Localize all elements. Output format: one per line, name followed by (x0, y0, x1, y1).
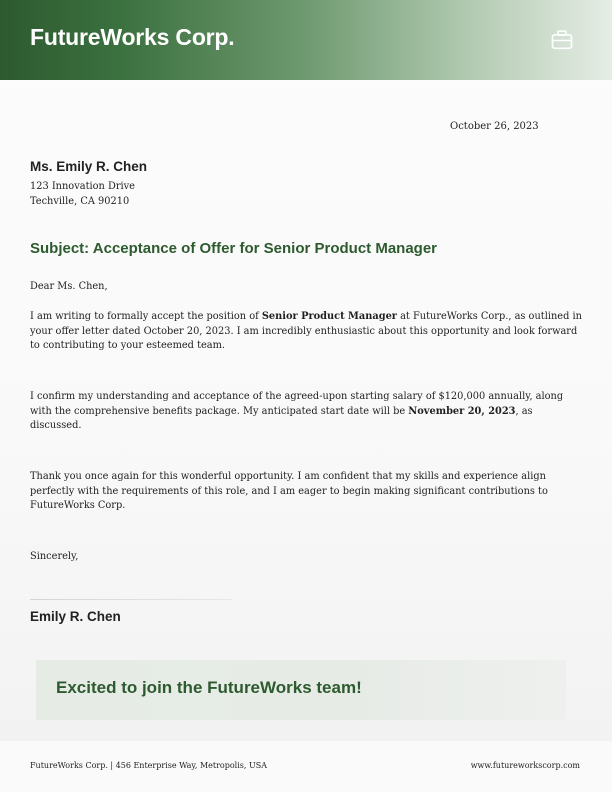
briefcase-icon (551, 30, 573, 50)
banner-text: Excited to join the FutureWorks team! (56, 678, 362, 697)
recipient-name: Ms. Emily R. Chen (30, 159, 148, 174)
position-title: Senior Product Manager (261, 311, 397, 322)
company-name: FutureWorks Corp. (30, 24, 235, 50)
footer-website: www.futureworkscorp.com (470, 761, 580, 770)
recipient-address-line1: 123 Innovation Drive (30, 181, 135, 192)
letter-closing: Sincerely, (30, 551, 79, 562)
footer-address: FutureWorks Corp. | 456 Enterprise Way, Metropolis, USA (30, 761, 267, 770)
letterhead-header (0, 0, 612, 80)
page-footer (0, 741, 612, 792)
letter-subject: Subject: Acceptance of Offer for Senior Product Manager (30, 240, 438, 257)
signature-line (30, 599, 232, 600)
signer-name: Emily R. Chen (30, 609, 121, 624)
body-paragraph-1: I am writing to formally accept the position of Senior Product Manager at FutureWorks Corp., as outlined in your offer letter dated October 20, 2023. I am incredibly enthusiastic about this opportunity and look forward to contributing to your esteemed team. (30, 311, 582, 352)
recipient-address-line2: Techville, CA 90210 (30, 196, 130, 207)
body-paragraph-3: Thank you once again for this wonderful opportunity. I am confident that my skills and experience align perfectly with the requirements of this role, and I am eager to begin making significant contributions to FutureWorks Corp. (30, 471, 548, 512)
letter-date: October 26, 2023 (450, 121, 539, 132)
start-date: November 20, 2023 (408, 405, 516, 417)
body-paragraph-2: I confirm my understanding and acceptance of the agreed-upon starting salary of $120,000 annually, along with the comprehensive benefits package. My anticipated start date will be November 20, 2023, as discussed. (30, 391, 564, 432)
closing-banner (36, 660, 566, 720)
letter-greeting: Dear Ms. Chen, (30, 281, 108, 292)
